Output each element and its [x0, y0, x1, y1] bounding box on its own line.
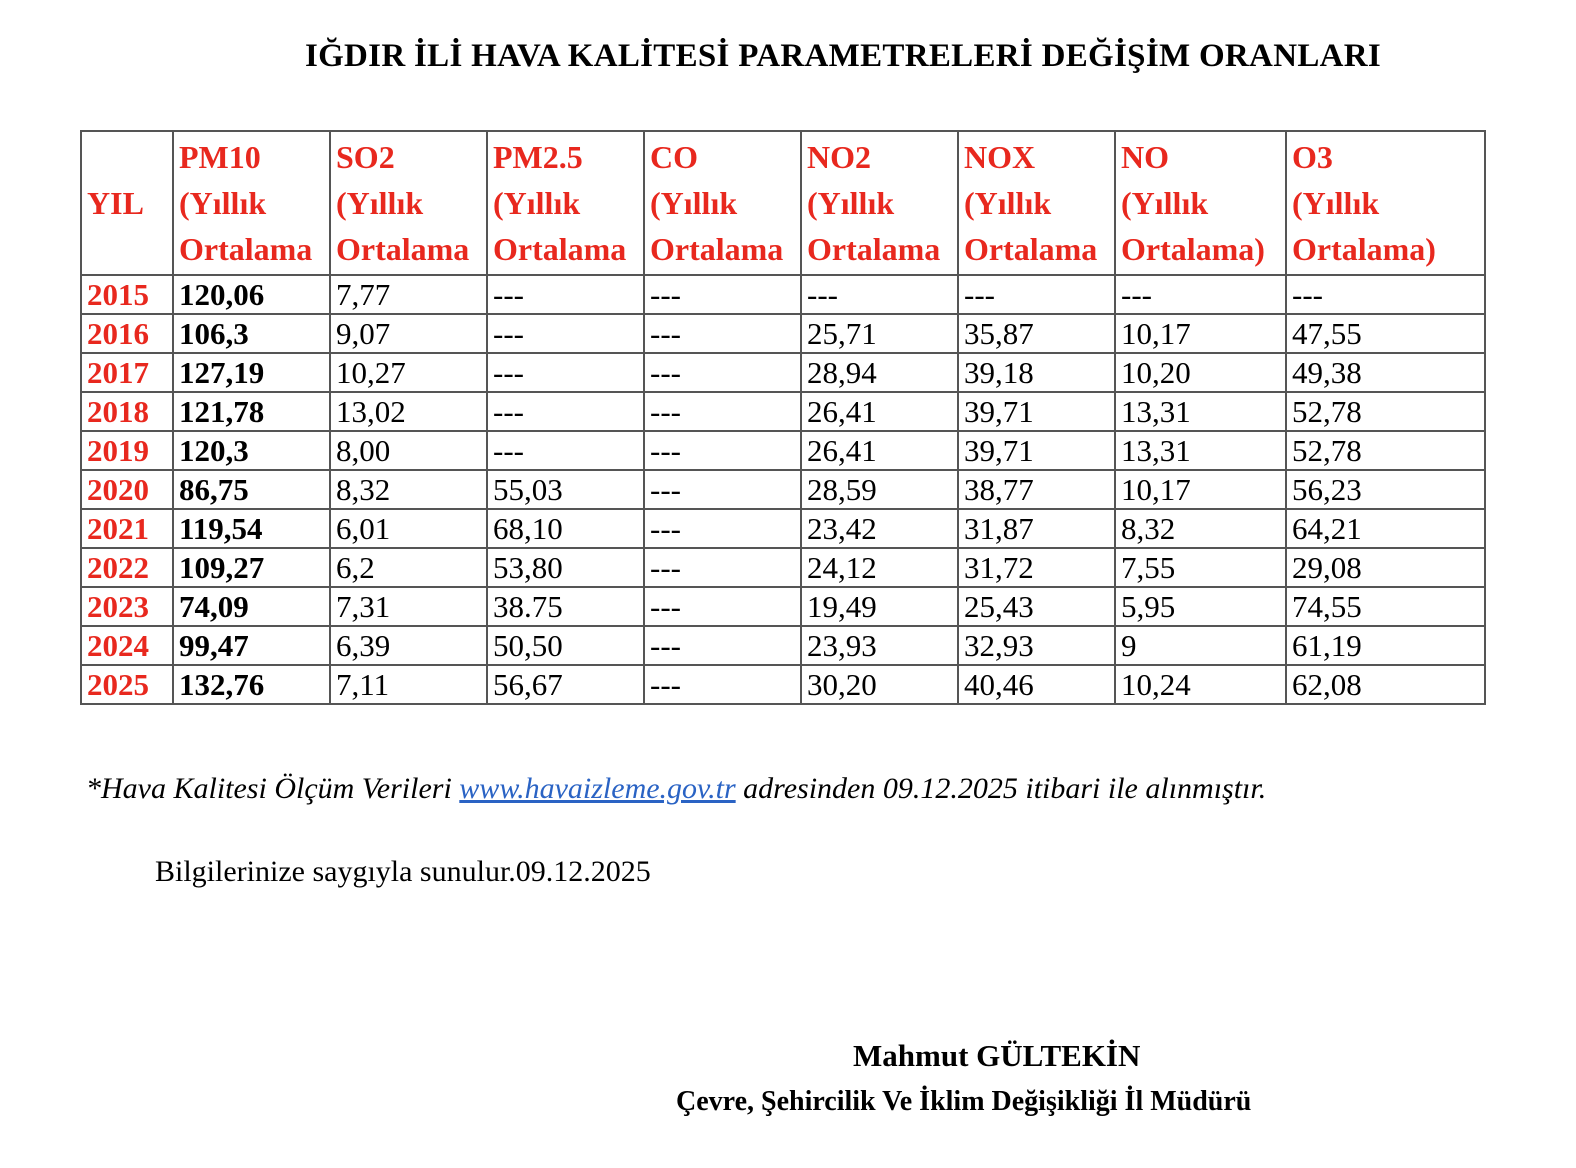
header-param-l1: (Yıllık	[1121, 185, 1209, 221]
o3-cell: 29,08	[1286, 548, 1485, 587]
year-cell: 2017	[81, 353, 173, 392]
so2-cell: 6,39	[330, 626, 487, 665]
no2-cell: 24,12	[801, 548, 958, 587]
signer-title: Çevre, Şehircilik Ve İklim Değişikliği İl Müdürü	[676, 1086, 1252, 1117]
pm10-cell: 119,54	[173, 509, 330, 548]
header-no2	[801, 131, 958, 275]
no2-cell: 26,41	[801, 392, 958, 431]
so2-cell: 8,00	[330, 431, 487, 470]
air-quality-table	[80, 130, 1486, 705]
data-source-note	[86, 772, 1266, 806]
header-param-l2: Ortalama	[493, 231, 627, 267]
pm10-cell: 106,3	[173, 314, 330, 353]
header-param-name: SO2	[336, 139, 395, 175]
header-param-l2: Ortalama)	[1292, 231, 1436, 267]
nox-cell: 38,77	[958, 470, 1115, 509]
no-cell: 10,20	[1115, 353, 1286, 392]
header-param-l2: Ortalama	[650, 231, 784, 267]
year-cell: 2021	[81, 509, 173, 548]
year-cell: 2018	[81, 392, 173, 431]
header-no	[1115, 131, 1286, 275]
co-cell: ---	[644, 665, 801, 704]
header-param-l1: (Yıllık	[1292, 185, 1380, 221]
co-cell: ---	[644, 392, 801, 431]
year-cell: 2015	[81, 275, 173, 314]
note-suffix: adresinden 09.12.2025 itibari ile alınmıştır.	[735, 772, 1267, 805]
co-cell: ---	[644, 314, 801, 353]
o3-cell: ---	[1286, 275, 1485, 314]
header-param-l1: (Yıllık	[807, 185, 895, 221]
nox-cell: 25,43	[958, 587, 1115, 626]
header-param-l2: Ortalama	[336, 231, 470, 267]
pm10-cell: 86,75	[173, 470, 330, 509]
pm25-cell: 56,67	[487, 665, 644, 704]
so2-cell: 7,11	[330, 665, 487, 704]
no-cell: 9	[1115, 626, 1286, 665]
no-cell: 13,31	[1115, 431, 1286, 470]
pm10-cell: 74,09	[173, 587, 330, 626]
no2-cell: 30,20	[801, 665, 958, 704]
header-param-l2: Ortalama)	[1121, 231, 1265, 267]
table-row	[81, 509, 1485, 548]
no-cell: 5,95	[1115, 587, 1286, 626]
pm25-cell: 50,50	[487, 626, 644, 665]
nox-cell: 40,46	[958, 665, 1115, 704]
header-so2	[330, 131, 487, 275]
header-pm10	[173, 131, 330, 275]
header-param-l1: (Yıllık	[336, 185, 424, 221]
header-param-l1: (Yıllık	[493, 185, 581, 221]
signer-name: Mahmut GÜLTEKİN	[853, 1038, 1141, 1073]
no-cell: ---	[1115, 275, 1286, 314]
nox-cell: 35,87	[958, 314, 1115, 353]
table-body	[81, 275, 1485, 704]
o3-cell: 74,55	[1286, 587, 1485, 626]
header-year: YIL	[81, 131, 173, 275]
o3-cell: 47,55	[1286, 314, 1485, 353]
so2-cell: 10,27	[330, 353, 487, 392]
year-cell: 2020	[81, 470, 173, 509]
table-header	[81, 131, 1485, 275]
pm25-cell: 55,03	[487, 470, 644, 509]
table-row	[81, 626, 1485, 665]
closing-text: Bilgilerinize saygıyla sunulur.09.12.2025	[155, 855, 651, 888]
co-cell: ---	[644, 626, 801, 665]
pm25-cell: ---	[487, 392, 644, 431]
o3-cell: 56,23	[1286, 470, 1485, 509]
pm25-cell: ---	[487, 353, 644, 392]
header-param-name: NO	[1121, 139, 1169, 175]
nox-cell: 39,18	[958, 353, 1115, 392]
pm10-cell: 120,06	[173, 275, 330, 314]
header-param-l1: (Yıllık	[650, 185, 738, 221]
table-row	[81, 353, 1485, 392]
nox-cell: 39,71	[958, 431, 1115, 470]
year-cell: 2019	[81, 431, 173, 470]
no2-cell: 23,93	[801, 626, 958, 665]
table-row	[81, 392, 1485, 431]
co-cell: ---	[644, 353, 801, 392]
pm10-cell: 99,47	[173, 626, 330, 665]
table-row	[81, 587, 1485, 626]
year-cell: 2024	[81, 626, 173, 665]
so2-cell: 7,31	[330, 587, 487, 626]
nox-cell: 31,72	[958, 548, 1115, 587]
header-param-l2: Ortalama	[807, 231, 941, 267]
o3-cell: 62,08	[1286, 665, 1485, 704]
table-row	[81, 548, 1485, 587]
header-row	[81, 131, 1485, 275]
nox-cell: ---	[958, 275, 1115, 314]
pm10-cell: 109,27	[173, 548, 330, 587]
havaizleme-link[interactable]: www.havaizleme.gov.tr	[459, 772, 736, 805]
document-title: IĞDIR İLİ HAVA KALİTESİ PARAMETRELERİ DEĞİŞİM ORANLARI	[304, 38, 1382, 74]
no-cell: 13,31	[1115, 392, 1286, 431]
co-cell: ---	[644, 548, 801, 587]
pm25-cell: ---	[487, 431, 644, 470]
pm10-cell: 120,3	[173, 431, 330, 470]
year-cell: 2023	[81, 587, 173, 626]
so2-cell: 13,02	[330, 392, 487, 431]
nox-cell: 39,71	[958, 392, 1115, 431]
note-prefix: *Hava Kalitesi Ölçüm Verileri	[86, 772, 460, 805]
header-param-l1: (Yıllık	[964, 185, 1052, 221]
no-cell: 8,32	[1115, 509, 1286, 548]
so2-cell: 6,01	[330, 509, 487, 548]
so2-cell: 7,77	[330, 275, 487, 314]
header-nox	[958, 131, 1115, 275]
o3-cell: 61,19	[1286, 626, 1485, 665]
pm25-cell: ---	[487, 275, 644, 314]
pm25-cell: 53,80	[487, 548, 644, 587]
table-row	[81, 275, 1485, 314]
o3-cell: 64,21	[1286, 509, 1485, 548]
no-cell: 10,24	[1115, 665, 1286, 704]
o3-cell: 52,78	[1286, 431, 1485, 470]
so2-cell: 6,2	[330, 548, 487, 587]
o3-cell: 52,78	[1286, 392, 1485, 431]
header-param-l1: (Yıllık	[179, 185, 267, 221]
header-o3	[1286, 131, 1485, 275]
no2-cell: 28,59	[801, 470, 958, 509]
co-cell: ---	[644, 470, 801, 509]
table-row	[81, 314, 1485, 353]
header-co	[644, 131, 801, 275]
header-param-name: NO2	[807, 139, 871, 175]
year-cell: 2025	[81, 665, 173, 704]
co-cell: ---	[644, 509, 801, 548]
header-param-name: O3	[1292, 139, 1333, 175]
header-param-name: NOX	[964, 139, 1036, 175]
no2-cell: 23,42	[801, 509, 958, 548]
nox-cell: 32,93	[958, 626, 1115, 665]
so2-cell: 8,32	[330, 470, 487, 509]
pm25-cell: ---	[487, 314, 644, 353]
table-row	[81, 665, 1485, 704]
pm25-cell: 38.75	[487, 587, 644, 626]
header-param-l2: Ortalama	[964, 231, 1098, 267]
so2-cell: 9,07	[330, 314, 487, 353]
nox-cell: 31,87	[958, 509, 1115, 548]
header-param-l2: Ortalama	[179, 231, 313, 267]
no2-cell: ---	[801, 275, 958, 314]
pm10-cell: 121,78	[173, 392, 330, 431]
header-pm25	[487, 131, 644, 275]
header-param-name: CO	[650, 139, 698, 175]
no2-cell: 26,41	[801, 431, 958, 470]
no-cell: 7,55	[1115, 548, 1286, 587]
no-cell: 10,17	[1115, 470, 1286, 509]
no-cell: 10,17	[1115, 314, 1286, 353]
no2-cell: 25,71	[801, 314, 958, 353]
pm10-cell: 127,19	[173, 353, 330, 392]
co-cell: ---	[644, 275, 801, 314]
table-row	[81, 470, 1485, 509]
co-cell: ---	[644, 587, 801, 626]
co-cell: ---	[644, 431, 801, 470]
pm10-cell: 132,76	[173, 665, 330, 704]
table-row	[81, 431, 1485, 470]
header-param-name: PM10	[179, 139, 261, 175]
year-cell: 2016	[81, 314, 173, 353]
year-cell: 2022	[81, 548, 173, 587]
no2-cell: 19,49	[801, 587, 958, 626]
pm25-cell: 68,10	[487, 509, 644, 548]
no2-cell: 28,94	[801, 353, 958, 392]
header-param-name: PM2.5	[493, 139, 583, 175]
o3-cell: 49,38	[1286, 353, 1485, 392]
